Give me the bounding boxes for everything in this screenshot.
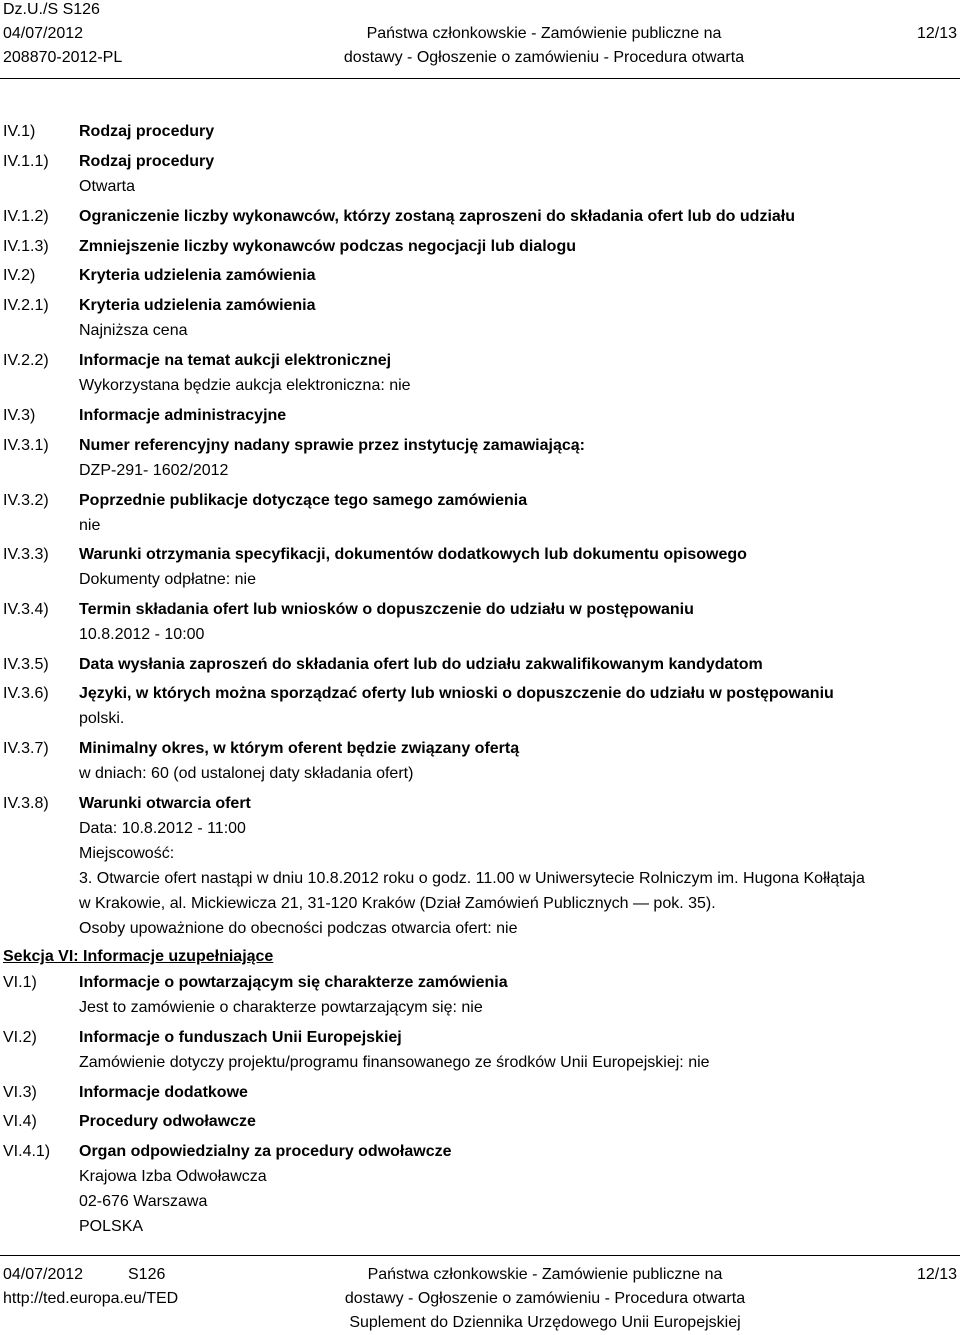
item-number: IV.3.5) [3, 656, 49, 673]
item-body [79, 403, 954, 428]
section-vi-heading: Sekcja VI: Informacje uzupełniające [3, 948, 274, 965]
item-heading: Informacje o funduszach Unii Europejskiej [79, 1029, 402, 1046]
item-body [79, 597, 954, 647]
item-value: 02-676 Warszawa [79, 1193, 208, 1210]
item-number: IV.1.3) [3, 238, 49, 255]
item-body [79, 433, 954, 483]
item-number: IV.1) [3, 123, 36, 140]
item-number: VI.4) [3, 1113, 37, 1130]
item-value: DZP-291- 1602/2012 [79, 462, 229, 479]
item-value: polski. [79, 710, 125, 727]
footer-url[interactable]: http://ted.europa.eu/TED [3, 1290, 179, 1307]
item-heading: Informacje o powtarzającym się charakterze zamówienia [79, 974, 508, 991]
item-body [79, 234, 954, 259]
item-body [79, 542, 954, 592]
item-body [79, 119, 954, 144]
item-heading: Kryteria udzielenia zamówienia [79, 267, 316, 284]
item-number: VI.3) [3, 1084, 37, 1101]
footer-page-number: 12/13 [916, 1266, 957, 1283]
item-number: IV.3.8) [3, 795, 49, 812]
item-heading: Ograniczenie liczby wykonawców, którzy zostaną zaproszeni do składania ofert lub do udziału [79, 208, 795, 225]
item-number: VI.2) [3, 1029, 37, 1046]
item-number: IV.2.2) [3, 352, 49, 369]
item-number: IV.3.4) [3, 601, 49, 618]
item-number: IV.3.3) [3, 546, 49, 563]
item-heading: Rodzaj procedury [79, 123, 215, 140]
item-number: IV.2.1) [3, 297, 49, 314]
item-value: Najniższa cena [79, 322, 188, 339]
item-number: IV.1.1) [3, 153, 49, 170]
item-heading: Numer referencyjny nadany sprawie przez instytucję zamawiającą: [79, 437, 585, 454]
item-body [79, 681, 954, 731]
item-value: nie [79, 517, 101, 534]
item-number: IV.3) [3, 407, 36, 424]
header-divider [0, 78, 960, 79]
footer-journal: S126 [128, 1266, 166, 1283]
item-heading: Języki, w których można sporządzać oferty lub wnioski o dopuszczenie do udziału w postępowaniu [79, 685, 834, 702]
item-value: Osoby upoważnione do obecności podczas otwarcia ofert: nie [79, 920, 518, 937]
footer-title-line1: Państwa członkowskie - Zamówienie publiczne na [367, 1266, 723, 1283]
item-heading: Data wysłania zaproszeń do składania ofert lub do udziału zakwalifikowanym kandydatom [79, 656, 763, 673]
item-value: Wykorzystana będzie aukcja elektroniczna: nie [79, 377, 411, 394]
item-heading: Termin składania ofert lub wniosków o dopuszczenie do udziału w postępowaniu [79, 601, 694, 618]
item-heading: Minimalny okres, w którym oferent będzie związany ofertą [79, 740, 520, 757]
item-number: IV.1.2) [3, 208, 49, 225]
item-body [79, 149, 954, 199]
item-body [79, 204, 954, 229]
item-body [79, 970, 954, 1020]
item-number: VI.4.1) [3, 1143, 51, 1160]
item-value: Otwarta [79, 178, 136, 195]
item-value: w dniach: 60 (od ustalonej daty składania ofert) [79, 765, 414, 782]
item-body [79, 652, 954, 677]
item-body [79, 488, 954, 538]
item-heading: Rodzaj procedury [79, 153, 215, 170]
item-number: IV.3.7) [3, 740, 49, 757]
item-number: IV.3.2) [3, 492, 49, 509]
item-body [79, 1139, 954, 1239]
journal-ref: Dz.U./S S126 [3, 1, 100, 18]
footer-divider [0, 1255, 960, 1256]
document-id: 208870-2012-PL [3, 49, 123, 66]
item-body [79, 348, 954, 398]
item-heading: Informacje administracyjne [79, 407, 287, 424]
item-body [79, 736, 954, 786]
item-value: Data: 10.8.2012 - 11:00 [79, 820, 246, 837]
item-heading: Poprzednie publikacje dotyczące tego samego zamówienia [79, 492, 528, 509]
item-number: IV.2) [3, 267, 36, 284]
publication-date: 04/07/2012 [3, 25, 84, 42]
item-body [79, 1025, 954, 1075]
item-heading: Warunki otwarcia ofert [79, 795, 251, 812]
item-heading: Zmniejszenie liczby wykonawców podczas negocjacji lub dialogu [79, 238, 576, 255]
item-value: w Krakowie, al. Mickiewicza 21, 31-120 Kraków (Dział Zamówień Publicznych — pok. 35). [79, 895, 716, 912]
item-value: Krajowa Izba Odwoławcza [79, 1168, 267, 1185]
item-value: Dokumenty odpłatne: nie [79, 571, 256, 588]
item-value: Zamówienie dotyczy projektu/programu finansowanego ze środków Unii Europejskiej: nie [79, 1054, 710, 1071]
item-value: Jest to zamówienie o charakterze powtarzającym się: nie [79, 999, 483, 1016]
item-body [79, 1109, 954, 1134]
item-heading: Kryteria udzielenia zamówienia [79, 297, 316, 314]
page-number: 12/13 [916, 25, 957, 42]
item-number: IV.3.6) [3, 685, 49, 702]
header-title-line2: dostawy - Ogłoszenie o zamówieniu - Procedura otwarta [343, 49, 745, 66]
item-value: 10.8.2012 - 10:00 [79, 626, 205, 643]
item-body [79, 263, 954, 288]
item-heading: Informacje na temat aukcji elektronicznej [79, 352, 392, 369]
item-number: IV.3.1) [3, 437, 49, 454]
item-body [79, 293, 954, 343]
footer-date: 04/07/2012 [3, 1266, 84, 1283]
item-heading: Procedury odwoławcze [79, 1113, 256, 1130]
item-heading: Warunki otrzymania specyfikacji, dokumentów dodatkowych lub dokumentu opisowego [79, 546, 747, 563]
item-body [79, 1080, 954, 1105]
footer-title-line2: dostawy - Ogłoszenie o zamówieniu - Procedura otwarta [344, 1290, 746, 1307]
item-value: 3. Otwarcie ofert nastąpi w dniu 10.8.2012 roku o godz. 11.00 w Uniwersytecie Rolniczym im. Hugona Kołłątaja [79, 870, 865, 887]
item-heading: Informacje dodatkowe [79, 1084, 248, 1101]
footer-title-line3: Suplement do Dziennika Urzędowego Unii Europejskiej [349, 1314, 741, 1331]
item-value: Miejscowość: [79, 845, 175, 862]
item-body [79, 791, 954, 941]
item-heading: Organ odpowiedzialny za procedury odwoławcze [79, 1143, 452, 1160]
item-value: POLSKA [79, 1218, 144, 1235]
item-number: VI.1) [3, 974, 37, 991]
header-title-line1: Państwa członkowskie - Zamówienie publiczne na [366, 25, 722, 42]
